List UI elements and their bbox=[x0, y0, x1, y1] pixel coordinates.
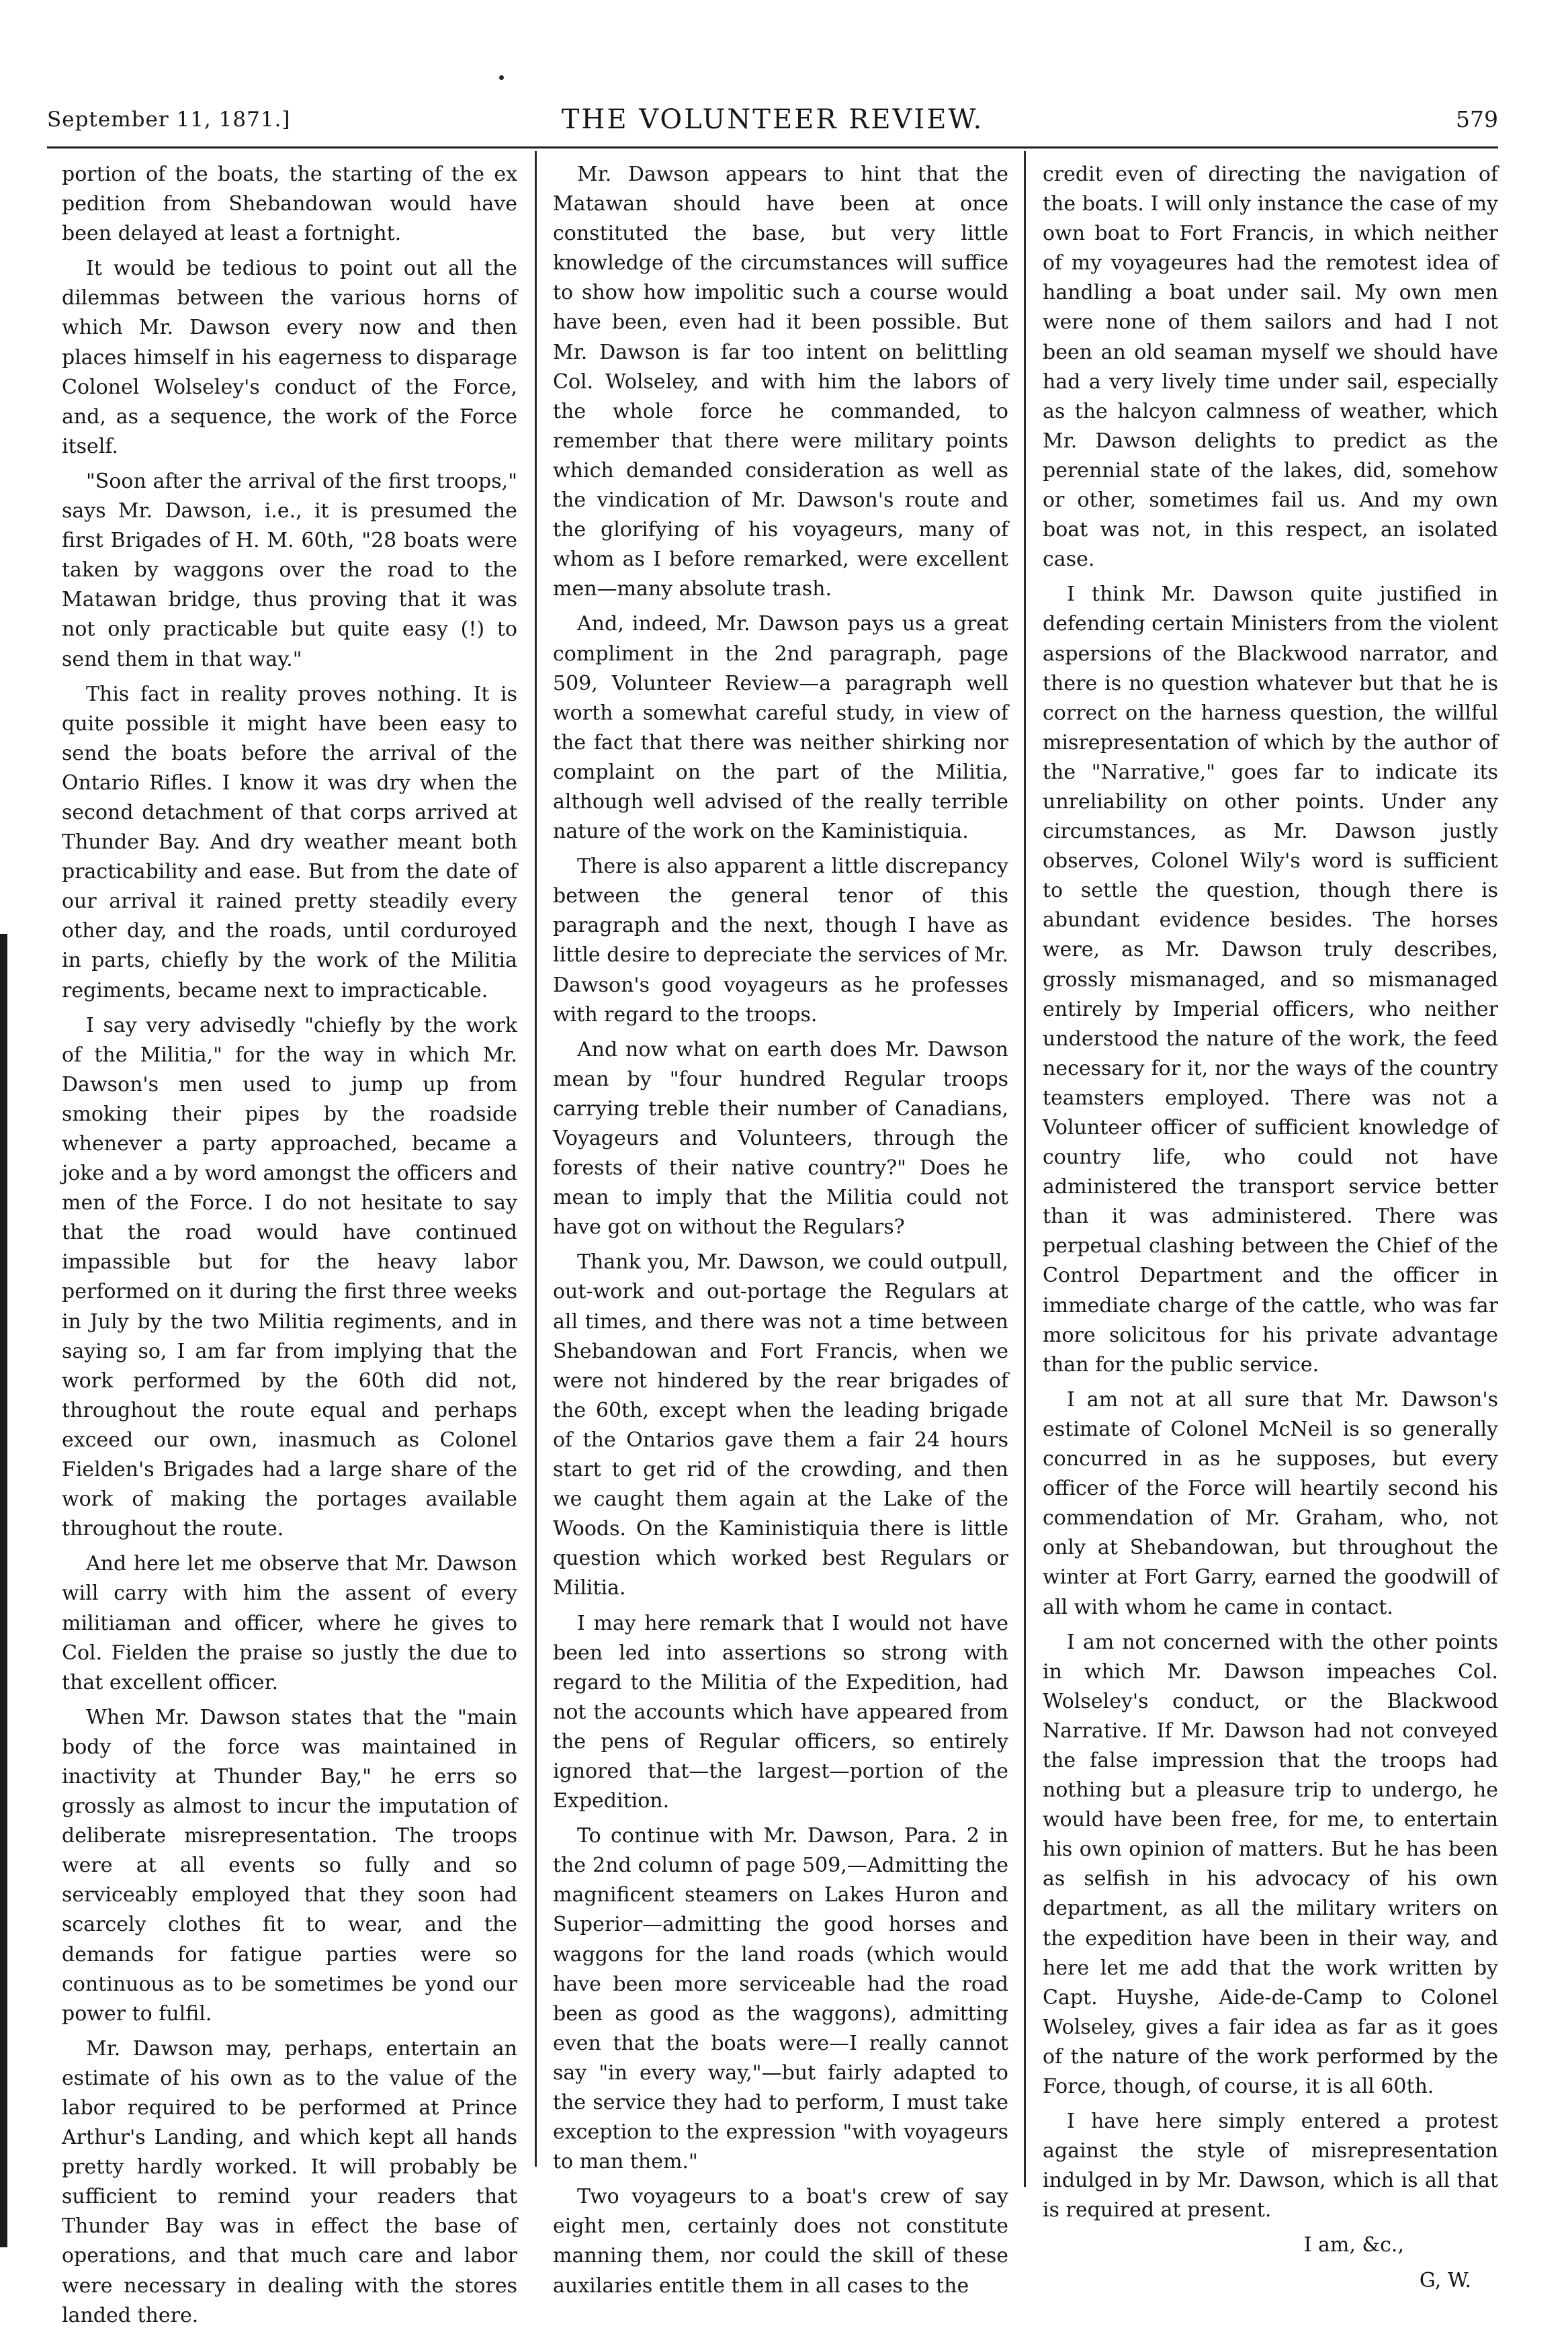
paragraph: It would be tedious to point out all the dilemmas between the various horns of which Mr. Dawson every now and then places himself in his eagerness to disparage Colonel Wolseley's conduct of the Force, and, as a sequence, the work of the Force itself. bbox=[62, 257, 517, 458]
closing-salutation: I am, &c., bbox=[1303, 2233, 1404, 2257]
binding-edge bbox=[0, 934, 7, 2247]
paragraph: When Mr. Dawson states that the "main body of the force was maintained in inactivity at Thunder Bay," he errs so grossly as almost to incur the imputation of deliberate misrepresentation. The troops were at all events so fully and so serviceably employed that they soon had scarcely clothes fit to wear, and the demands for fatigue parties were so continuous as to be sometimes be yond our power to fulfil. bbox=[62, 1705, 517, 2026]
article-column-2 bbox=[553, 160, 1008, 2306]
header-rule bbox=[47, 146, 1498, 148]
paragraph: And here let me observe that Mr. Dawson will carry with him the assent of every militiaman and officer, where he gives to Col. Fielden the praise so justly the due to that excellent officer. bbox=[62, 1552, 517, 1694]
paragraph: "Soon after the arrival of the first troops," says Mr. Dawson, i.e., it is presumed the first Brigades of H. M. 60th, "28 boats were taken by waggons over the road to the Matawan bridge, thus proving that it was not only practicable but quite easy (!) to send them in that way." bbox=[62, 469, 517, 671]
paragraph: I think Mr. Dawson quite justified in defending certain Ministers from the violent aspersions of the Blackwood narrator, and there is no question whatever but that he is correct on the harness question, the willful misrepresentation of which by the author of the "Narrative," goes far to indicate its unreliability on other points. Under any circumstances, as Mr. Dawson justly observes, Colonel Wily's word is sufficient to settle the question, though there is abundant evidence besides. The horses were, as Mr. Dawson truly describes, grossly mismanaged, and so mismanaged entirely by Imperial officers, who neither understood the nature of the work, the feed necessary for it, nor the ways of the country teamsters employed. There was not a Volunteer officer of sufficient knowledge of country life, who could not have administered the transport service better than it was administered. There was perpetual clashing between the Chief of the Control Department and the officer in immediate charge of the cattle, who was far more solicitous for his private advantage than for the public service. bbox=[1043, 582, 1498, 1377]
paragraph: And now what on earth does Mr. Dawson mean by "four hundred Regular troops carrying treble their number of Canadians, Voyageurs and Volunteers, through the forests of their native country?" Does he mean to imply that the Militia could not have got on without the Regulars? bbox=[553, 1037, 1008, 1240]
paragraph: There is also apparent a little discrepancy between the general tenor of this paragraph and the next, though I have as little desire to depreciate the services of Mr. Dawson's good voyageurs as he professes with regard to the troops. bbox=[553, 855, 1008, 1027]
paragraph: I may here remark that I would not have been led into assertions so strong with regard to the Militia of the Expedition, had not the accounts which have appeared from the pens of Regular officers, so entirely ignored that—the largest—portion of the Expedition. bbox=[553, 1611, 1008, 1813]
page-number: 579 bbox=[1456, 106, 1498, 132]
paragraph: portion of the boats, the starting of the ex pedition from Shebandowan would have been delayed at least a fortnight. bbox=[62, 163, 517, 246]
paragraph: I am not concerned with the other points in which Mr. Dawson impeaches Col. Wolseley's conduct, or the Blackwood Narrative. If Mr. Dawson had not conveyed the false impression that the troops had nothing but a pleasure trip to undergo, he would have been free, for me, to entertain his own opinion of matters. But he has been as selfish in his advocacy of his own department, as all the military writers on the expedition have been in their way, and here let me add that the work written by Capt. Huyshe, Aide-de-Camp to Colonel Wolseley, gives a fair idea as far as it goes of the nature of the work performed by the Force, though, of course, it is all 60th. bbox=[1043, 1630, 1498, 2098]
column-rule bbox=[1024, 151, 1026, 2187]
masthead bbox=[47, 101, 1498, 138]
paragraph: And, indeed, Mr. Dawson pays us a great compliment in the 2nd paragraph, page 509, Volunteer Review—a paragraph well worth a somewhat careful study, in view of the fact that there was neither shirking nor complaint on the part of the Militia, although well advised of the really terrible nature of the work on the Kaministiquia. bbox=[553, 612, 1008, 844]
paragraph: This fact in reality proves nothing. It is quite possible it might have been easy to send the boats before the arrival of the Ontario Rifles. I know it was dry when the second detachment of that corps arrived at Thunder Bay. And dry weather meant both practicability and ease. But from the date of our arrival it rained pretty steadily every other day, and the roads, until corduroyed in parts, chiefly by the work of the Militia regiments, became next to impracticable. bbox=[62, 682, 517, 1002]
column-rule bbox=[535, 151, 537, 2167]
paragraph: I say very advisedly "chiefly by the work of the Militia," for the way in which Mr. Dawson's men used to jump up from smoking their pipes by the roadside whenever a party approached, became a joke and a by word amongst the officers and men of the Force. I do not hesitate to say that the road would have continued impassible but for the heavy labor performed on it during the first three weeks in July by the two Militia regiments, and in saying so, I am far from implying that the work performed by the 60th did not, throughout the route equal and perhaps exceed our own, inasmuch as Colonel Fielden's Brigades had a large share of the work of making the portages available throughout the route. bbox=[62, 1013, 517, 1541]
article-column-3 bbox=[1043, 160, 1498, 2301]
article-column-1 bbox=[62, 160, 517, 2336]
ink-speck bbox=[499, 75, 504, 80]
paragraph: I have here simply entered a protest against the style of misrepresentation indulged in by Mr. Dawson, which is all that is required at present. bbox=[1043, 2110, 1498, 2222]
paragraph: I am not at all sure that Mr. Dawson's estimate of Colonel McNeil is so generally concurred in as he supposes, but every officer of the Force will heartily second his commendation of Mr. Graham, who, not only at Shebandowan, but throughout the winter at Fort Garry, earned the goodwill of all with whom he came in contact. bbox=[1043, 1387, 1498, 1619]
paragraph: Two voyageurs to a boat's crew of say eight men, certainly does not constitute manning them, nor could the skill of these auxilaries entitle them in all cases to the bbox=[553, 2185, 1008, 2298]
paragraph: Mr. Dawson may, perhaps, entertain an estimate of his own as to the value of the labor required to be performed at Prince Arthur's Landing, and which kept all hands pretty hardly worked. It will probably be sufficient to remind your readers that Thunder Bay was in effect the base of operations, and that much care and labor were necessary in dealing with the stores landed there. bbox=[62, 2036, 517, 2327]
paragraph: credit even of directing the navigation of the boats. I will only instance the case of my own boat to Fort Francis, in which neither of my voyageures had the remotest idea of handling a boat under sail. My own men were none of them sailors and had I not been an old seaman myself we should have had a very lively time under sail, especially as the halcyon calmness of weather, which Mr. Dawson delights to predict as the perennial state of the lakes, did, somehow or other, sometimes fail us. And my own boat was not, in this respect, an isolated case. bbox=[1043, 163, 1498, 572]
issue-date: September 11, 1871.] bbox=[47, 107, 291, 132]
paragraph: Mr. Dawson appears to hint that the Matawan should have been at once constituted the base, but very little knowledge of the circumstances will suffice to show how impolitic such a course would have been, even had it been possible. But Mr. Dawson is far too intent on belittling Col. Wolseley, and with him the labors of the whole force he commanded, to remember that there were military points which demanded consideration as well as the vindication of Mr. Dawson's route and the glorifying of his voyageurs, many of whom as I before remarked, were excellent men—many absolute trash. bbox=[553, 163, 1008, 601]
author-signature: G, W. bbox=[1419, 2268, 1471, 2292]
newspaper-title: THE VOLUNTEER REVIEW. bbox=[561, 104, 984, 135]
paragraph: To continue with Mr. Dawson, Para. 2 in the 2nd column of page 509,—Admitting the magnificent steamers on Lakes Huron and Superior—admitting the good horses and waggons for the land roads (which would have been more serviceable had the road been as good as the waggons), admitting even that the boats were—I really cannot say "in every way,"—but fairly adapted to the service they had to perform, I must take exception to the expression "with voyageurs to man them." bbox=[553, 1824, 1008, 2174]
paragraph: Thank you, Mr. Dawson, we could outpull, out-work and out-portage the Regulars at all times, and there was not a time between Shebandowan and Fort Francis, when we were not hindered by the rear brigades of the 60th, except when the leading brigade of the Ontarios gave them a fair 24 hours start to get rid of the crowding, and then we caught them again at the Lake of the Woods. On the Kaministiquia there is little question which worked best Regulars or Militia. bbox=[553, 1250, 1008, 1600]
